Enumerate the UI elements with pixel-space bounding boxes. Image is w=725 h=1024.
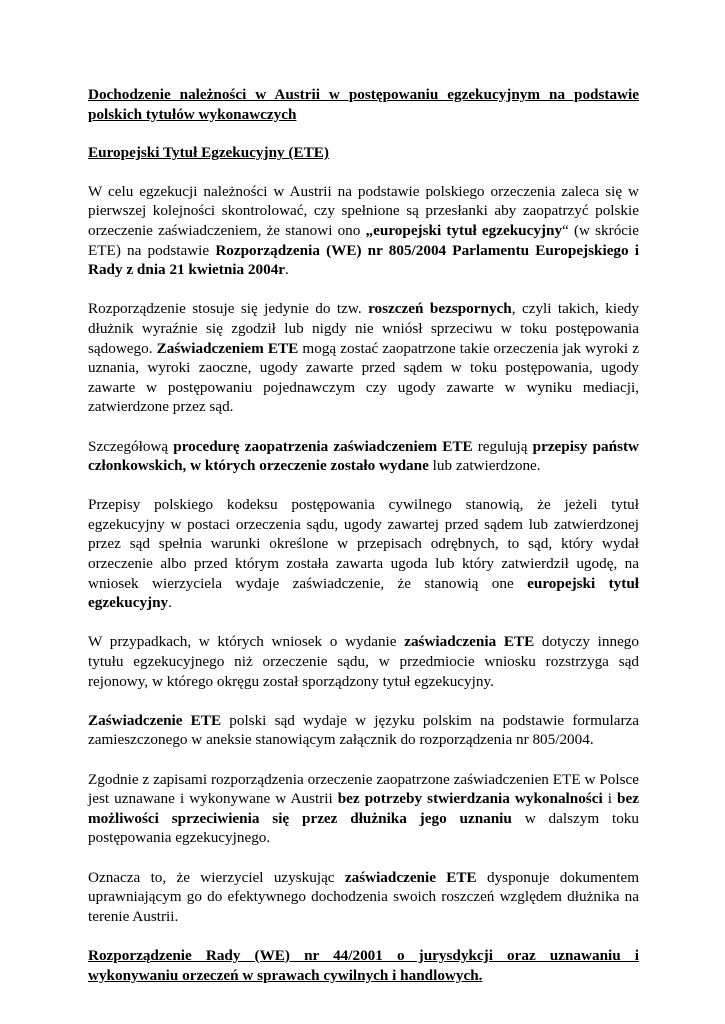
section-heading-regulation-44-2001: Rozporządzenie Rady (WE) nr 44/2001 o jurysdykcji oraz uznawaniu i wykonywaniu orzeczeń w sprawach cywilnych i handlowych. <box>88 946 639 984</box>
p3-text-2: regulują <box>472 437 533 455</box>
p5-text-2: dotyczy innego tytułu egzekucyjnego niż orzeczenie sądu, w przedmiocie wniosku rozstrzyga sąd rejonowy, w którego okręgu został sporządzony tytuł egzekucyjny. <box>88 633 639 690</box>
p1-text-2: “ (w skrócie ETE) na podstawie <box>88 221 639 259</box>
p7-text-2: i <box>602 790 618 808</box>
p3-text-1: Szczegółową <box>88 437 174 455</box>
section-heading-ete: Europejski Tytuł Egzekucyjny (ETE) <box>88 144 329 162</box>
p1-bold-2: Rozporządzenia (WE) nr 805/2004 Parlamentu Europejskiego i Rady z dnia 21 kwietnia 2004r <box>88 241 640 279</box>
p1-text-3: . <box>285 261 289 279</box>
p7-bold-2: bez możliwości sprzeciwienia się przez dłużnika jego uznaniu <box>88 790 639 827</box>
p7-text-3: w dalszym toku postępowania egzekucyjnego. <box>88 809 639 847</box>
p4-text-1: Przepisy polskiego kodeksu postępowania cywilnego stanowią, że jeżeli tytuł egzekucyjny w postaci orzeczenia sądu, ugody zawartej przed sądem lub zatwierdzonej przez sąd spełnia warunki określone w przepisach odrębnych, to sąd, który wydał orzeczenie albo przed którym została zawarta ugoda lub który zatwierdził ugodę, na wniosek wierzyciela wydaje zaświadczenie, że stanowią one <box>88 496 639 592</box>
p2-text-1: Rozporządzenie stosuje się jedynie do tzw. <box>88 300 369 318</box>
paragraph-5 <box>88 632 639 691</box>
paragraph-4 <box>88 495 639 613</box>
p7-text-1: Zgodnie z zapisami rozporządzenia orzeczenie zaopatrzone zaświadczenien ETE w Polsce jest uznawane i wykonywane w Austrii <box>88 770 639 808</box>
p7-bold-1: bez potrzeby stwierdzania wykonalności <box>337 790 603 808</box>
p5-text-1: W przypadkach, w których wniosek o wydanie <box>88 633 405 651</box>
p6-text-1: polski sąd wydaje w języku polskim na podstawie formularza zamieszczonego w aneksie stanowiącym załącznik do rozporządzenia nr 805/2004. <box>88 711 639 749</box>
p1-bold-1: „europejski tytuł egzekucyjny <box>365 221 563 239</box>
p4-bold-1: europejski tytuł egzekucyjny <box>88 574 639 612</box>
p3-bold-1: procedurę zaopatrzenia zaświadczeniem ETE <box>173 437 473 455</box>
p2-bold-1: roszczeń bezspornych <box>368 300 512 318</box>
p8-text-1: Oznacza to, że wierzyciel uzyskując <box>88 868 345 886</box>
paragraph-1 <box>88 182 639 280</box>
p4-text-2: . <box>168 594 172 612</box>
p1-text-1: W celu egzekucji należności w Austrii na podstawie polskiego orzeczenia zaleca się w pierwszej kolejności skontrolować, czy spełnione są przesłanki aby zaopatrzyć polskie orzeczenie zaświadczeniem, że stanowi ono <box>88 182 639 239</box>
paragraph-7 <box>88 770 639 848</box>
p8-bold-1: zaświadczenie ETE <box>344 868 477 886</box>
paragraph-2 <box>88 299 639 417</box>
document-title: Dochodzenie należności w Austrii w postępowaniu egzekucyjnym na podstawie polskich tytułów wykonawczych <box>88 86 639 123</box>
p2-text-3: mogą zostać zaopatrzone takie orzeczenia jak wyroki z uznania, wyroki zaoczne, ugody zawarte przed sądem w toku postępowania, ugody zawarte w postępowaniu pojednawczym czy ugody zawarte w wyniku mediacji, zatwierdzone przez sąd. <box>88 339 639 416</box>
p6-bold-1: Zaświadczenie ETE <box>88 711 222 729</box>
p3-text-3: lub zatwierdzone. <box>428 457 541 475</box>
p2-text-2: , czyli takich, kiedy dłużnik wyraźnie się zgodził lub nigdy nie wniósł sprzeciwu w toku postępowania sądowego. <box>88 300 639 357</box>
p5-bold-1: zaświadczenia ETE <box>404 633 535 651</box>
paragraph-3 <box>88 437 639 476</box>
paragraph-6 <box>88 711 639 750</box>
p8-text-2: dysponuje dokumentem uprawniającym go do efektywnego dochodzenia swoich roszczeń względem dłużnika na terenie Austrii. <box>88 868 640 925</box>
paragraph-8 <box>88 868 639 927</box>
p2-bold-2: Zaświadczeniem ETE <box>156 339 299 357</box>
p3-bold-2: przepisy państw członkowskich, w których orzeczenie zostało wydane <box>88 437 640 475</box>
